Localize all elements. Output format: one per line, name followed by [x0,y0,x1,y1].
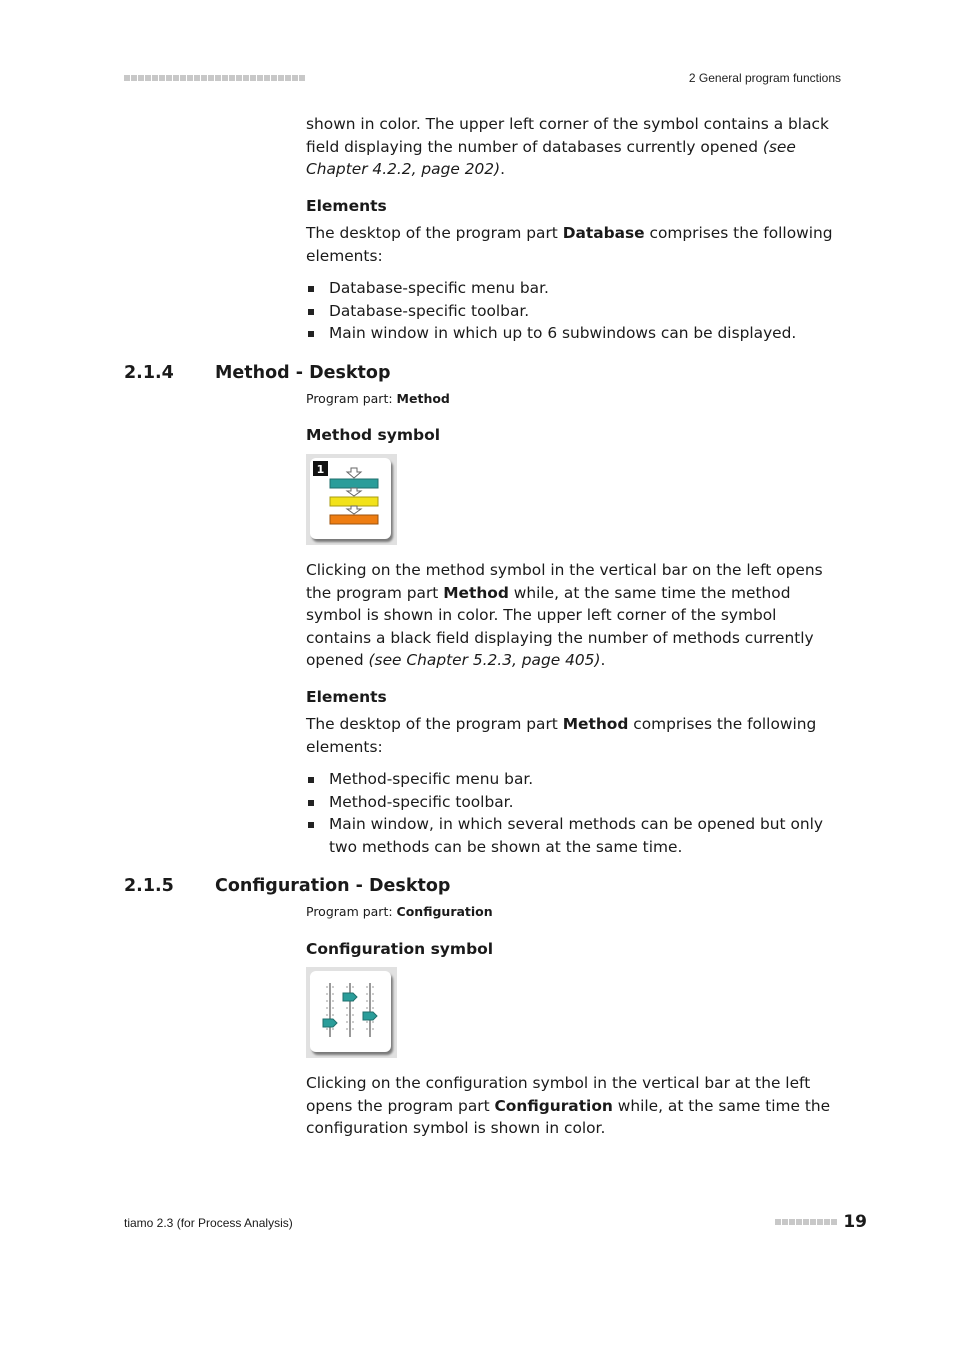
footer-product: tiamo 2.3 (for Process Analysis) [124,1216,293,1230]
elements-heading: Elements [306,197,387,215]
svg-text:1: 1 [316,463,325,476]
elements-list [306,768,836,858]
list-item: Method-specific toolbar. [306,791,836,814]
elements-description: The desktop of the program part Database comprises the following elements: [306,224,833,265]
list-item: Database-specific toolbar. [306,300,836,323]
elements-list [306,277,836,345]
program-part-label: Program part: Method [306,391,450,406]
running-header-chapter: 2 General program functions [688,71,841,85]
configuration-symbol-icon [306,967,397,1058]
configuration-symbol-paragraph: Clicking on the configuration symbol in the vertical bar at the left opens the program part Configuration while, at the same time the configuration symbol is shown in color. [306,1074,831,1137]
list-item: Main window in which up to 6 subwindows can be displayed. [306,322,836,345]
list-item: Database-specific menu bar. [306,277,836,300]
section-heading-2-1-4: 2.1.4 Method - Desktop [124,363,391,383]
elements-description: The desktop of the program part Method comprises the following elements: [306,715,817,756]
cross-reference-link[interactable]: (see Chapter 4.2.2, page 202) [306,137,796,178]
section-heading-2-1-5: 2.1.5 Configuration - Desktop [124,876,451,896]
list-item: Method-specific menu bar. [306,768,836,791]
footer-decoration [775,1219,837,1225]
configuration-symbol-heading: Configuration symbol [306,940,494,958]
method-symbol-heading: Method symbol [306,426,441,444]
method-symbol-icon [306,454,397,545]
cross-reference-link[interactable]: (see Chapter 5.2.3, page 405) [368,651,601,669]
method-symbol-paragraph: Clicking on the method symbol in the vertical bar on the left opens the program part Method while, at the same time the method symbol is shown in color. The upper left corner of the symbol contains a black field displaying the number of methods currently opened (see Chapter 5.2.3, page 405). [306,561,823,669]
intro-paragraph: shown in color. The upper left corner of the symbol contains a black field displaying the number of databases currently opened (see Chapter 4.2.2, page 202). [306,115,829,178]
page-number: 19 [843,1212,867,1232]
list-item: Main window, in which several methods can be opened but only two methods can be shown at the same time. [306,813,836,858]
program-part-label: Program part: Configuration [306,904,493,919]
header-decoration [124,75,305,81]
elements-heading: Elements [306,688,387,706]
footer-page [775,1212,867,1232]
